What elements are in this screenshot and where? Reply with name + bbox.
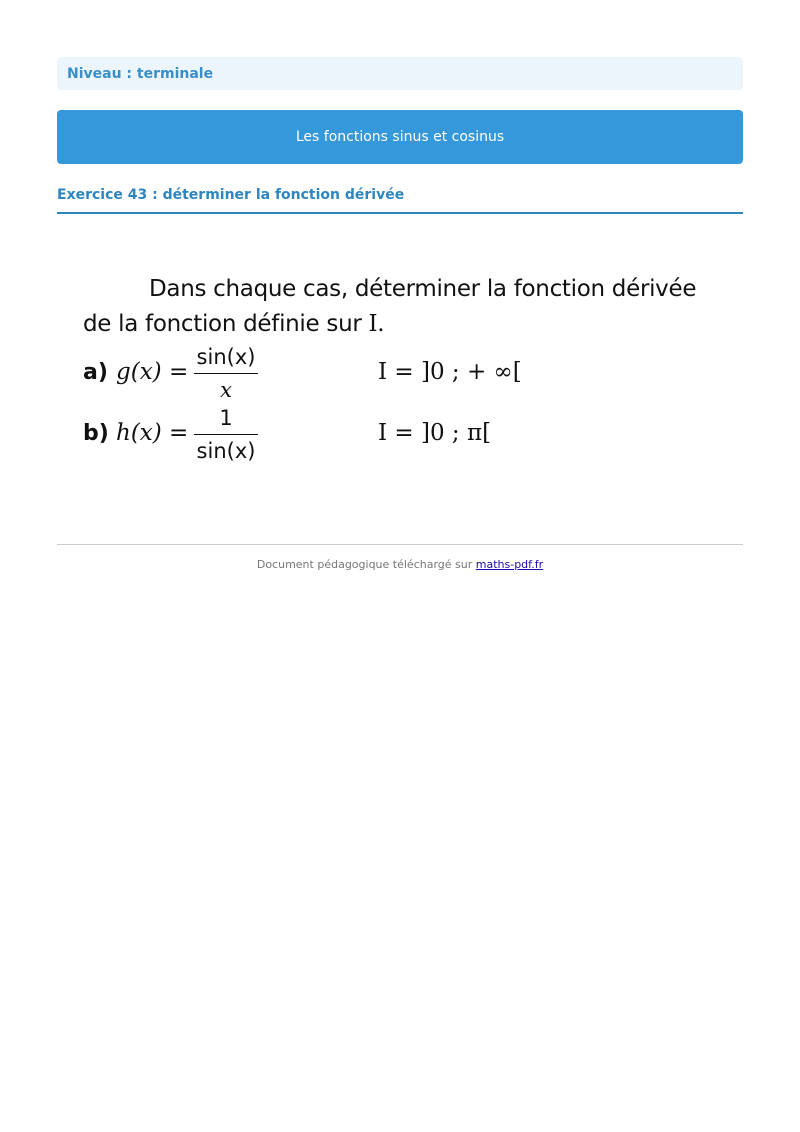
page-title: Les fonctions sinus et cosinus xyxy=(295,129,505,145)
item-label: b) xyxy=(83,421,109,446)
fraction-denominator: x xyxy=(220,378,232,402)
domain-interval: I = ]0 ; + ∞[ xyxy=(378,359,522,385)
domain-interval: I = ]0 ; π[ xyxy=(378,420,492,446)
fraction xyxy=(194,343,258,404)
exercise-title: Exercice 43 : déterminer la fonction dérivée xyxy=(57,187,405,203)
level-label: Niveau : terminale xyxy=(67,65,214,82)
fraction-bar xyxy=(194,434,258,435)
fraction-numerator: sin(x) xyxy=(196,345,256,369)
level-box xyxy=(57,57,743,90)
fraction xyxy=(194,404,258,465)
fraction-denominator: sin(x) xyxy=(196,439,256,463)
title-banner xyxy=(57,110,743,164)
footer xyxy=(0,558,800,571)
statement-line-1: Dans chaque cas, déterminer la fonction dérivée xyxy=(149,276,697,302)
footer-text: Document pédagogique téléchargé sur xyxy=(256,558,476,571)
statement-line-2-var: I. xyxy=(368,311,385,337)
item-lhs: h(x) = xyxy=(116,420,189,446)
fraction-numerator: 1 xyxy=(219,406,233,430)
item-lhs: g(x) = xyxy=(116,359,189,385)
item-b xyxy=(83,404,643,468)
exercise-heading xyxy=(57,184,743,214)
statement-line-2 xyxy=(83,311,384,337)
footer-link[interactable]: maths-pdf.fr xyxy=(475,558,544,571)
footer-divider xyxy=(57,544,743,545)
item-label: a) xyxy=(83,360,108,385)
statement-line-2-text: de la fonction définie sur xyxy=(83,311,369,337)
item-a xyxy=(83,343,643,407)
fraction-bar xyxy=(194,373,258,374)
